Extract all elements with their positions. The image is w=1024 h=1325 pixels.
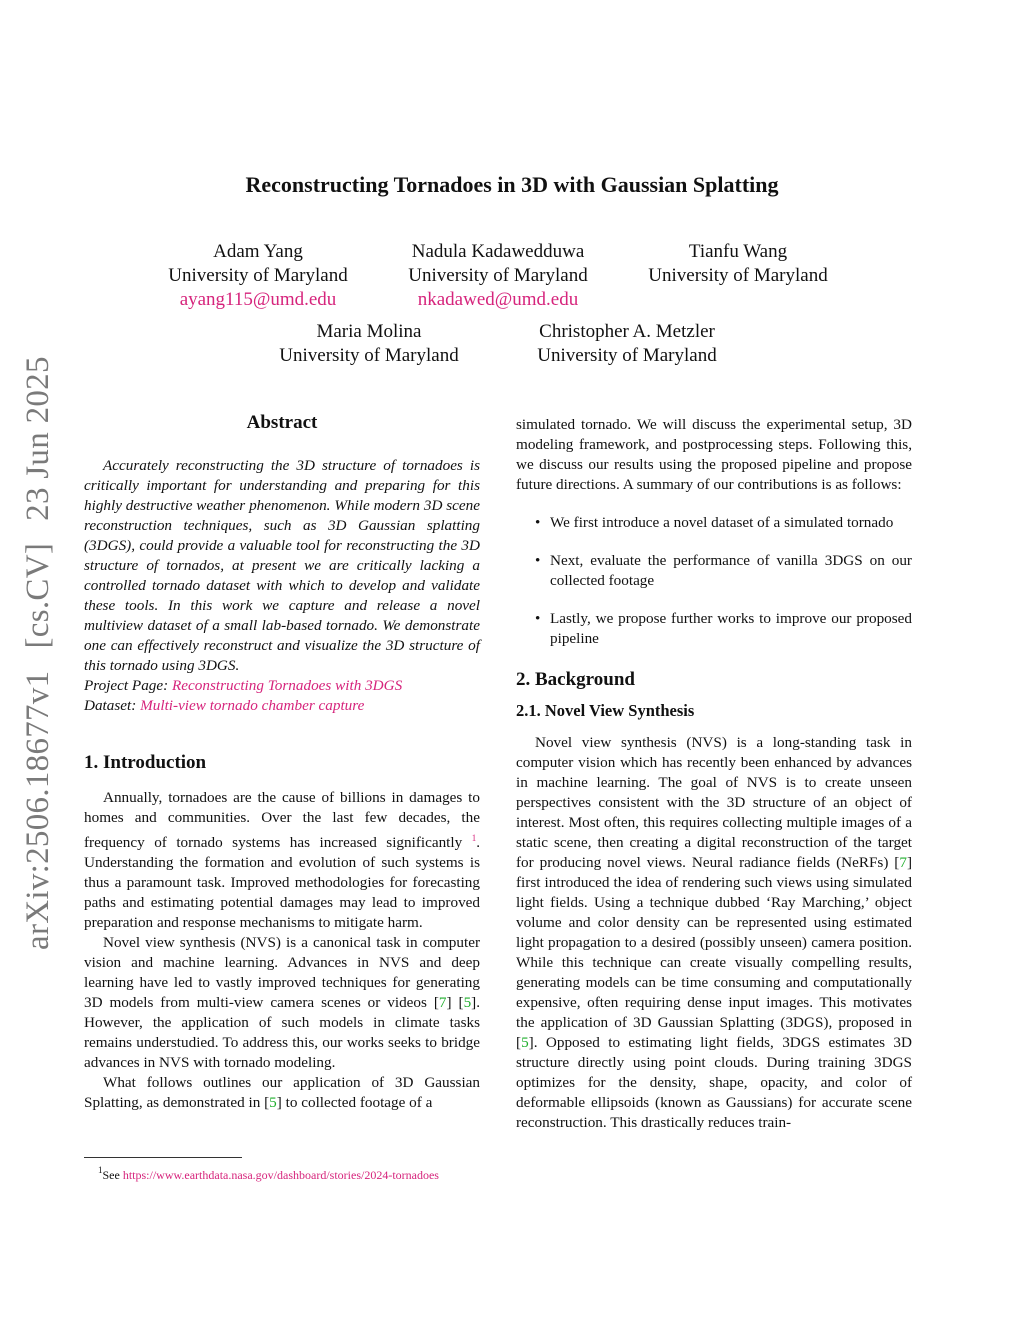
project-page-line bbox=[84, 676, 480, 696]
citation-link[interactable]: 5 bbox=[463, 994, 472, 1011]
footnote-marker[interactable]: 1 bbox=[471, 833, 477, 843]
author-affiliation: University of Maryland bbox=[648, 265, 828, 286]
paper-title: Reconstructing Tornadoes in 3D with Gaussian Splatting bbox=[245, 172, 779, 197]
section-heading: 2. Background bbox=[516, 669, 635, 690]
arxiv-category: [cs.CV] bbox=[20, 542, 56, 649]
author-affiliation: University of Maryland bbox=[537, 345, 717, 366]
citation-link[interactable]: 5 bbox=[269, 1094, 277, 1111]
author-block bbox=[368, 240, 628, 312]
paragraph bbox=[516, 733, 912, 1133]
list-item: • We first introduce a novel dataset of a simulated tornado bbox=[516, 513, 912, 533]
project-page-label: Project Page: bbox=[84, 677, 169, 694]
footnote-divider bbox=[84, 1157, 242, 1158]
abstract-text: Accurately reconstructing the 3D structure of tornadoes is critically important for understanding and preparing for this highly destructive weather phenomenon. While modern 3D scene reconstruction techniques, such as 3D Gaussian splatting (3DGS), could provide a valuable tool for reconstructing the 3D structure of tornados, at present we are critically lacking a controlled tornado dataset with which to develop and validate these tools. In this work we capture and release a novel multiview dataset of a small lab-based tornado. We demonstrate one can effectively reconstruct and visualize the 3D structure of this tornado using 3DGS. bbox=[84, 457, 480, 674]
author-block bbox=[497, 320, 757, 368]
footnote-label: See bbox=[102, 1168, 120, 1182]
author-name: Christopher A. Metzler bbox=[539, 321, 715, 342]
author-name: Nadula Kadawedduwa bbox=[411, 241, 585, 262]
dataset-line bbox=[84, 696, 480, 716]
author-block bbox=[239, 320, 499, 368]
footnote-link[interactable]: https://www.earthdata.nasa.gov/dashboard/stories/2024-tornadoes bbox=[122, 1168, 439, 1182]
right-column bbox=[516, 415, 912, 1133]
contribution-list bbox=[516, 513, 912, 649]
dataset-label: Dataset: bbox=[84, 697, 137, 714]
author-name: Adam Yang bbox=[213, 241, 303, 262]
paragraph-text: Novel view synthesis (NVS) is a canonical task in computer vision and machine learning. Advances in NVS and deep learning have led to vastly improved techniques for generating 3D models from multi-view camera scenes or videos [ bbox=[84, 934, 480, 1011]
paragraph bbox=[84, 933, 480, 1073]
paragraph bbox=[84, 1073, 480, 1113]
dataset-link[interactable]: Multi-view tornado chamber capture bbox=[140, 697, 365, 714]
author-name: Tianfu Wang bbox=[688, 241, 788, 262]
arxiv-id: arXiv:2506.18677v1 bbox=[20, 670, 56, 950]
author-email-link[interactable]: nkadawed@umd.edu bbox=[417, 289, 579, 310]
section-heading: 1. Introduction bbox=[84, 752, 207, 773]
author-name: Maria Molina bbox=[316, 321, 422, 342]
author-email-link[interactable]: ayang115@umd.edu bbox=[179, 289, 337, 310]
paragraph-text: ] first introduced the idea of rendering such views using simulated light fields. Using a technique dubbed ‘Ray Marching,’ object volume and color density can be represented using estimated light propagation to a desired (possibly unseen) camera position. While this technique can create visually compelling results, generating models can be time consuming and computationally expensive, often requiring dense input images. This motivates the application of 3D Gaussian Splatting (3DGS), proposed in [ bbox=[516, 854, 912, 1051]
list-item: • Next, evaluate the performance of vanilla 3DGS on our collected footage bbox=[516, 551, 912, 591]
arxiv-identifier bbox=[20, 356, 57, 950]
paragraph-text: ]. However, the application of such models in climate tasks remains understudied. To address this, our works seeks to bridge advances in NVS with tornado modeling. bbox=[84, 994, 481, 1071]
project-page-link[interactable]: Reconstructing Tornadoes with 3DGS bbox=[172, 677, 403, 694]
paragraph bbox=[84, 788, 480, 933]
author-block bbox=[128, 240, 388, 312]
paragraph-text: ]. Opposed to estimating light fields, 3DGS estimates 3D structure directly using point clouds. During training 3DGS optimizes for the density, shape, opacity, and color of deformable ellipsoids (known as Gaussians) for accurate scene reconstruction. This drastically reduces train- bbox=[516, 1034, 912, 1131]
subsection-heading: 2.1. Novel View Synthesis bbox=[516, 701, 695, 720]
paragraph-text: . Understanding the formation and evolution of such systems is thus a paramount task. Improved methodologies for forecasting paths and estimating potential damages may lead to improved preparation and response mechanisms to mitigate harm. bbox=[84, 834, 480, 931]
arxiv-date: 23 Jun 2025 bbox=[20, 356, 56, 521]
paragraph-text: What follows outlines our application of 3D Gaussian Splatting, as demonstrated in [ bbox=[84, 1074, 480, 1111]
footnote bbox=[84, 1162, 480, 1184]
citation-link[interactable]: 7 bbox=[438, 994, 447, 1011]
author-affiliation: University of Maryland bbox=[168, 265, 348, 286]
introduction-section bbox=[84, 752, 480, 1113]
author-affiliation: University of Maryland bbox=[408, 265, 588, 286]
citation-link[interactable]: 5 bbox=[521, 1034, 529, 1051]
author-affiliation: University of Maryland bbox=[279, 345, 459, 366]
list-item: • Lastly, we propose further works to improve our proposed pipeline bbox=[516, 609, 912, 649]
author-block bbox=[608, 240, 868, 288]
paragraph: simulated tornado. We will discuss the experimental setup, 3D modeling framework, and postprocessing steps. Following this, we discuss our results using the proposed pipeline and propose future directions. A summary of our contributions is as follows: bbox=[516, 416, 912, 493]
abstract-heading: Abstract bbox=[246, 412, 318, 433]
paragraph-text: Annually, tornadoes are the cause of billions in damages to homes and communities. Over the last few decades, the frequency of tornado systems has increased significantly bbox=[84, 789, 480, 851]
paragraph-text: ] to collected footage of a bbox=[276, 1094, 433, 1111]
abstract-body bbox=[84, 456, 480, 716]
paragraph-text: Novel view synthesis (NVS) is a long-standing task in computer vision which has recently been enhanced by advances in machine learning. The goal of NVS is to create unseen perspectives consistent with the 3D structure of an object of interest. Most often, this requires collecting multiple images of a static scene, then creating a digital reconstruction of the target for producing novel views. Neural radiance fields (NeRFs) [ bbox=[516, 734, 912, 871]
citation-link[interactable]: 7 bbox=[899, 854, 907, 871]
paragraph-text: ] [ bbox=[446, 994, 464, 1011]
footnote-number: 1 bbox=[98, 1165, 103, 1175]
